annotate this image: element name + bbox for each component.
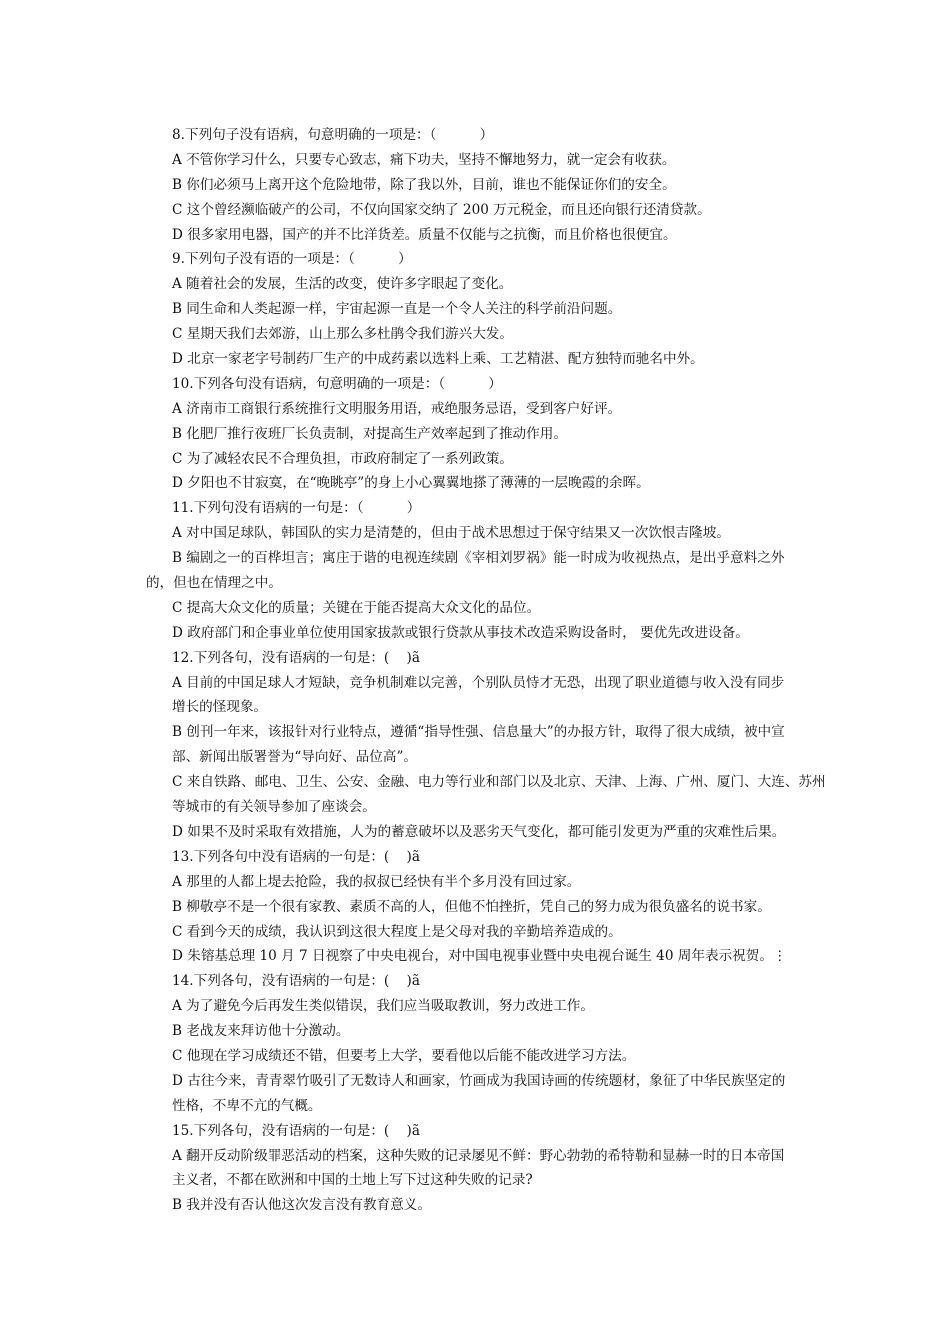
question-14-option-c: C 他现在学习成绩还不错，但要考上大学，要看他以后能不能改进学习方法。 [172, 1047, 636, 1064]
question-12-option-d: D 如果不及时采取有效措施，人为的蓄意破坏以及恶劣天气变化，都可能引发更为严重的灾难性后果。 [172, 823, 786, 840]
question-13-option-b: B 柳敬亭不是一个很有家教、素质不高的人，但他不怕挫折，凭自己的努力成为很负盛名的说书家。 [172, 898, 771, 915]
question-10-option-c: C 为了减轻农民不合理负担，市政府制定了一系列政策。 [172, 450, 513, 467]
question-11-option-a: A 对中国足球队，韩国队的实力是清楚的，但由于战术思想过于保守结果又一次饮恨吉隆坡。 [172, 525, 730, 542]
question-15-option-a-continued: 主义者，不都在欧洲和中国的土地上写下过这种失败的记录? [172, 1172, 533, 1189]
document-body [146, 123, 826, 1218]
question-13-stem: 13.下列各句中没有语病的一句是：( )ã [172, 848, 420, 865]
question-13-option-a: A 那里的人都上堤去抢险，我的叔叔已经快有半个多月没有回过家。 [172, 873, 581, 890]
question-12-option-c: C 来自铁路、邮电、卫生、公安、金融、电力等行业和部门以及北京、天津、上海、广州、厦门、大连、苏州 [172, 774, 826, 791]
question-10-stem: 10.下列各句没有语病，句意明确的一项是：（ ） [172, 375, 502, 392]
question-12-option-a-continued: 增长的怪现象。 [172, 699, 268, 716]
question-8-option-a: A 不管你学习什么，只要专心致志，痛下功夫，坚持不懈地努力，就一定会有收获。 [172, 151, 676, 168]
question-12-option-c-continued: 等城市的有关领导参加了座谈会。 [172, 799, 376, 816]
question-8-option-b: B 你们必须马上离开这个危险地带，除了我以外，目前，谁也不能保证你们的安全。 [172, 176, 676, 193]
question-14-option-a: A 为了避免今后再发生类似错误，我们应当吸取教训，努力改进工作。 [172, 998, 594, 1015]
question-11-option-c: C 提高大众文化的质量；关键在于能否提高大众文化的品位。 [172, 599, 541, 616]
question-14-stem: 14.下列各句，没有语病的一句是：( )ã [172, 973, 420, 990]
question-15-option-a: A 翻开反动阶级罪恶活动的档案，这种失败的记录屡见不鲜：野心勃勃的希特勒和显赫一时的日本帝国 [172, 1147, 785, 1164]
question-14-option-b: B 老战友来拜访他十分激动。 [172, 1023, 350, 1040]
question-8-option-c: C 这个曾经濒临破产的公司，不仅向国家交纳了 200 万元税金，而且还向银行还清贷款。 [172, 201, 711, 218]
question-10-option-a: A 济南市工商银行系统推行文明服务用语，戒绝服务忌语，受到客户好评。 [172, 400, 622, 417]
question-13-option-c: C 看到今天的成绩，我认识到这很大程度上是父母对我的辛勤培养造成的。 [172, 923, 622, 940]
question-9-option-c: C 星期天我们去郊游，山上那么多杜鹃令我们游兴大发。 [172, 326, 513, 343]
question-14-option-d: D 古往今来，青青翠竹吸引了无数诗人和画家，竹画成为我国诗画的传统题材，象征了中华民族坚定的 [172, 1072, 786, 1089]
question-8-option-d: D 很多家用电器，国产的并不比洋货差。质量不仅能与之抗衡，而且价格也很便宜。 [172, 226, 677, 243]
question-13-option-d: D 朱镕基总理 10 月 7 日视察了中央电视台，对中国电视事业暨中央电视台诞生 40 周年表示祝贺。⋮ [172, 948, 787, 965]
question-10-option-b: B 化肥厂推行夜班厂长负责制，对提高生产效率起到了推动作用。 [172, 425, 567, 442]
question-9-stem: 9.下列句子没有语的一项是：（ ） [172, 251, 412, 268]
question-11-option-b-continued: 的，但也在情理之中。 [146, 575, 282, 592]
question-14-option-d-continued: 性格，不卑不亢的气概。 [172, 1097, 322, 1114]
question-12-option-b: B 创刊一年来，该报针对行业特点，遵循“指导性强、信息量大”的办报方针，取得了很大成绩，被中宣 [172, 724, 785, 741]
question-10-option-d: D 夕阳也不甘寂寞，在“晚眺亭”的身上小心翼翼地搽了薄薄的一层晚霞的余晖。 [172, 475, 650, 492]
question-15-option-b: B 我并没有否认他这次发言没有教育意义。 [172, 1197, 431, 1214]
question-9-option-d: D 北京一家老字号制药厂生产的中成药素以选料上乘、工艺精湛、配方独特而驰名中外。 [172, 351, 704, 368]
question-12-stem: 12.下列各句，没有语病的一句是：( )ã [172, 649, 420, 666]
question-12-option-a: A 目前的中国足球人才短缺，竞争机制难以完善，个别队员恃才无恐，出现了职业道德与收入没有同步 [172, 674, 785, 691]
question-8-stem: 8.下列句子没有语病，句意明确的一项是：（ ） [172, 127, 494, 143]
question-12-option-b-continued: 部、新闻出版署誉为“导向好、品位高”。 [172, 749, 417, 766]
question-9-option-b: B 同生命和人类起源一样，宇宙起源一直是一个令人关注的科学前沿问题。 [172, 301, 622, 318]
question-9-option-a: A 随着社会的发展，生活的改变，使许多字眼起了变化。 [172, 276, 513, 293]
question-15-stem: 15.下列各句，没有语病的一句是：( )ã [172, 1122, 420, 1139]
question-11-option-b: B 编剧之一的百桦坦言；寓庄于谐的电视连续剧《宰相刘罗祸》能一时成为收视热点，是出乎意料之外 [172, 550, 785, 567]
question-11-option-d: D 政府部门和企事业单位使用国家拔款或银行贷款从事技术改造采购设备时， 要优先改进设备。 [172, 624, 749, 641]
question-11-stem: 11.下列句没有语病的一句是：（ ） [172, 500, 421, 517]
